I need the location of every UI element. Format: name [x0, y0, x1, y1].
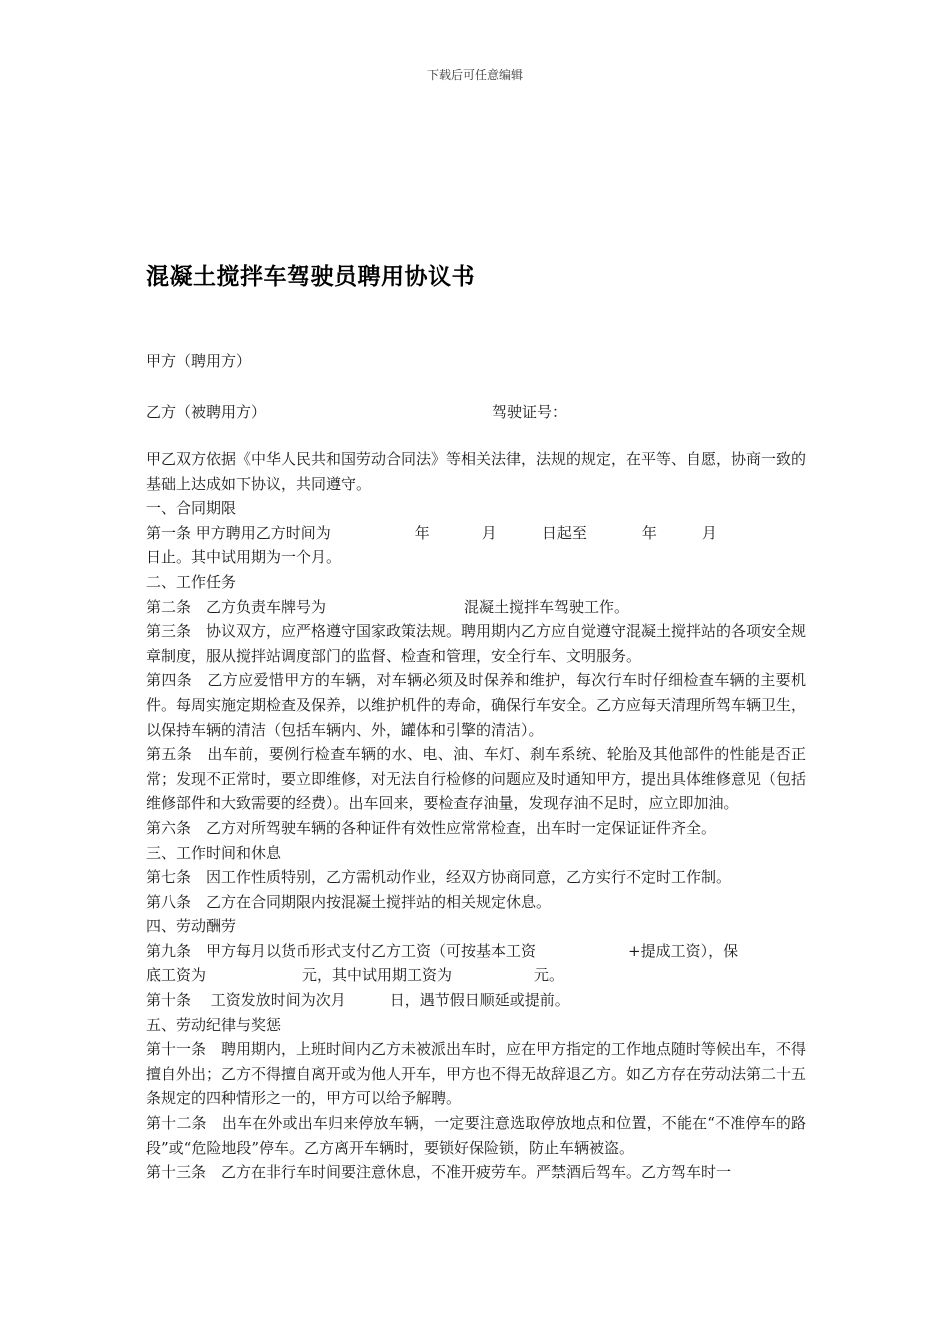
article-9-base-wage-label: 底工资为 — [146, 966, 207, 985]
article-2 — [146, 595, 806, 620]
article-10-text-end: 日，遇节假日顺延或提前。 — [389, 991, 570, 1010]
article-13: 第十三条 乙方在非行车时间要注意休息，不准开疲劳车。严禁酒后驾车。乙方驾车时一 — [146, 1163, 732, 1182]
article-1-text: 第一条 甲方聘用乙方时间为 — [146, 523, 331, 542]
article-3: 第三条 协议双方，应严格遵守国家政策法规。聘用期内乙方应自觉遵守混凝土搅拌站的各项安全规章制度，服从搅拌站调度部门的监督、检查和管理，安全行车、文明服务。 — [146, 622, 807, 665]
section-heading: 五、劳动纪律与奖惩 — [146, 1015, 282, 1034]
article-11: 第十一条 聘用期内，上班时间内乙方未被派出车时，应在甲方指定的工作地点随时等候出车，不得擅自外出；乙方不得擅自离开或为他人开车，甲方也不得无故辞退乙方。如乙方存在劳动法第二十五条规定的四种情形之一的，甲方可以给予解聘。 — [146, 1040, 807, 1108]
intro-paragraph: 甲乙双方依据《中华人民共和国劳动合同法》等相关法律，法规的规定，在平等、自愿，协商一致的基础上达成如下协议，共同遵守。 — [146, 450, 807, 493]
party-b-label: 乙方（被聘用方） — [146, 403, 267, 421]
article-5: 第五条 出车前，要例行检查车辆的水、电、油、车灯、刹车系统、轮胎及其他部件的性能是否正常；发现不正常时，要立即维修，对无法自行检修的问题应及时通知甲方，提出具体维修意见（包括维修部件和大致需要的经费）。出车回来，要检查存油量，发现存油不足时，应立即加油。 — [146, 745, 807, 813]
article-10-text: 第十条 工资发放时间为次月 — [146, 991, 346, 1010]
header-note: 下载后可任意编辑 — [426, 68, 523, 82]
article-10 — [146, 988, 806, 1013]
article-9-line-2 — [146, 963, 806, 988]
license-number-label: 驾驶证号： — [492, 403, 568, 421]
article-1-month-end: 月 — [701, 523, 717, 542]
article-8: 第八条 乙方在合同期限内按混凝土搅拌站的相关规定休息。 — [146, 892, 552, 911]
article-9-text-b: +提成工资），保 — [628, 941, 739, 960]
article-2-text: 第二条 乙方负责车牌号为 — [146, 597, 327, 616]
article-1-year-start: 年 — [414, 523, 430, 542]
article-1-month-start: 月 — [481, 523, 497, 542]
party-a-label: 甲方（聘用方） — [146, 352, 252, 370]
article-12: 第十二条 出车在外或出车归来停放车辆，一定要注意选取停放地点和位置，不能在“不准停车的路段”或“危险地段”停车。乙方离开车辆时，要锁好保险锁，防止车辆被盗。 — [146, 1114, 806, 1157]
article-9 — [146, 939, 806, 964]
article-1 — [146, 521, 806, 546]
section-heading: 三、工作时间和休息 — [146, 843, 282, 862]
section-heading: 四、劳动酬劳 — [146, 917, 237, 936]
article-1-day-start: 日起至 — [541, 523, 587, 542]
article-1-line-2: 日止。其中试用期为一个月。 — [146, 548, 342, 567]
article-9-end: 元。 — [534, 966, 565, 985]
article-4: 第四条 乙方应爱惜甲方的车辆，对车辆必须及时保养和维护，每次行车时仔细检查车辆的主要机件。每周实施定期检查及保养，以维护机件的寿命，确保行车安全。乙方应每天清理所驾车辆卫生，以保持车辆的清洁（包括车辆内、外，罐体和引擎的清洁）。 — [146, 671, 807, 739]
section-heading: 一、合同期限 — [146, 499, 237, 518]
article-7: 第七条 因工作性质特别，乙方需机动作业，经双方协商同意，乙方实行不定时工作制。 — [146, 868, 732, 887]
article-9-text: 第九条 甲方每月以货币形式支付乙方工资（可按基本工资 — [146, 941, 537, 960]
article-1-year-end: 年 — [641, 523, 657, 542]
document-title: 混凝土搅拌车驾驶员聘用协议书 — [146, 264, 475, 290]
article-9-probation-label: 元，其中试用期工资为 — [302, 966, 453, 985]
section-heading: 二、工作任务 — [146, 572, 237, 591]
agreement-body — [146, 447, 806, 1185]
article-2-text-end: 混凝土搅拌车驾驶工作。 — [464, 597, 630, 616]
article-6: 第六条 乙方对所驾驶车辆的各种证件有效性应常常检查，出车时一定保证证件齐全。 — [146, 818, 717, 837]
